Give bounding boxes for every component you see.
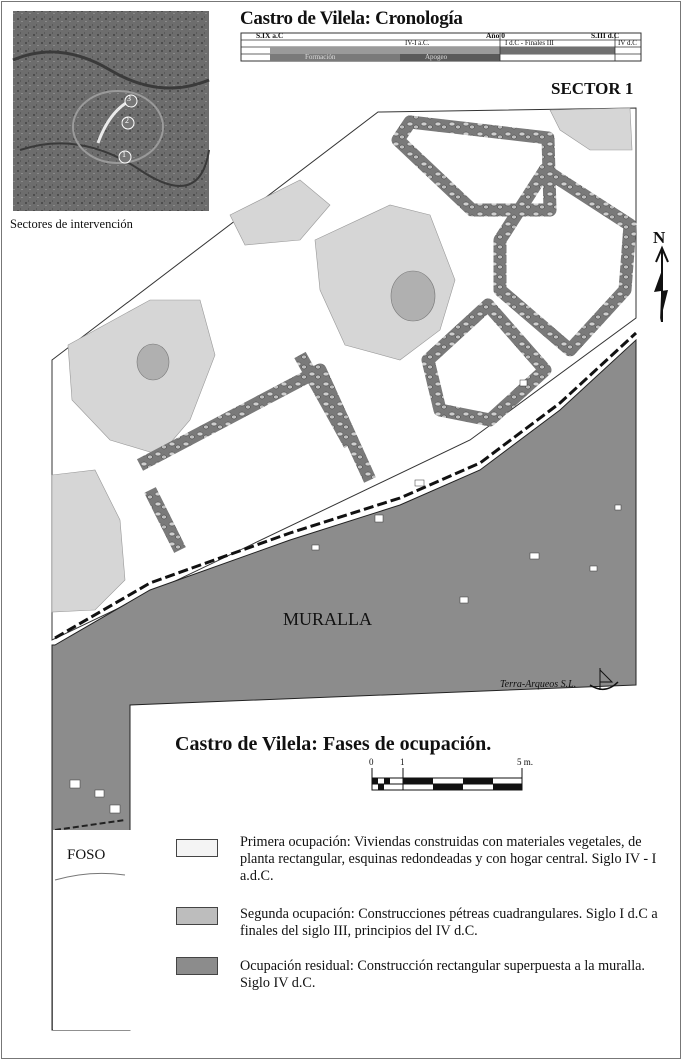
inset-sector-label-2: 2 bbox=[125, 116, 129, 125]
chronology-label-year-zero: Año 0 bbox=[486, 31, 505, 40]
legend-swatch-residual-occupation bbox=[176, 957, 218, 975]
chronology-phase-2: I d.C - Finales III bbox=[505, 39, 554, 47]
page-title: Castro de Vilela: Cronología bbox=[240, 8, 463, 29]
aerial-photo-inset bbox=[13, 11, 209, 211]
chronology-phase-3: IV d.C bbox=[618, 39, 637, 47]
chronology-phase-1: IV-I a.C. bbox=[405, 39, 430, 47]
legend-title: Castro de Vilela: Fases de ocupación. bbox=[175, 733, 492, 755]
chronology-stage-apogee: Apogeo bbox=[425, 53, 448, 61]
scale-label-mid: 1 bbox=[400, 757, 405, 767]
legend-swatch-first-occupation bbox=[176, 839, 218, 857]
legend-swatch-second-occupation bbox=[176, 907, 218, 925]
chronology-label-start: S.IX a.C bbox=[256, 31, 284, 40]
legend-text-first-occupation: Primera ocupación: Viviendas construidas con materiales vegetales, de planta rectangular, esquinas redondeadas y con hogar central. Siglo IV - I a.d.C. bbox=[240, 834, 657, 884]
north-label: N bbox=[653, 228, 666, 247]
north-arrow bbox=[654, 248, 668, 322]
legend-text-residual-occupation: Ocupación residual: Construcción rectangular superpuesta a la muralla. Siglo IV d.C. bbox=[240, 958, 645, 991]
wall-label: MURALLA bbox=[283, 609, 372, 629]
sector-title: SECTOR 1 bbox=[551, 79, 634, 98]
chronology-stage-formation: Formación bbox=[305, 53, 336, 61]
inset-caption: Sectores de intervención bbox=[10, 217, 133, 231]
scale-label-start: 0 bbox=[369, 757, 374, 767]
inset-sector-label-1: 1 bbox=[122, 150, 126, 159]
chronology-label-end: S.III d.C bbox=[591, 31, 620, 40]
scale-bar bbox=[372, 768, 522, 790]
legend-text-second-occupation: Segunda ocupación: Construcciones pétreas cuadrangulares. Siglo I d.C a finales del siglo III, principios del IV d.C. bbox=[240, 906, 658, 939]
ditch-label: FOSO bbox=[67, 847, 106, 863]
company-name: Terra-Arqueos S.L. bbox=[500, 679, 577, 690]
scale-label-end: 5 m. bbox=[517, 757, 534, 767]
inset-sector-label-3: 3 bbox=[127, 94, 131, 103]
